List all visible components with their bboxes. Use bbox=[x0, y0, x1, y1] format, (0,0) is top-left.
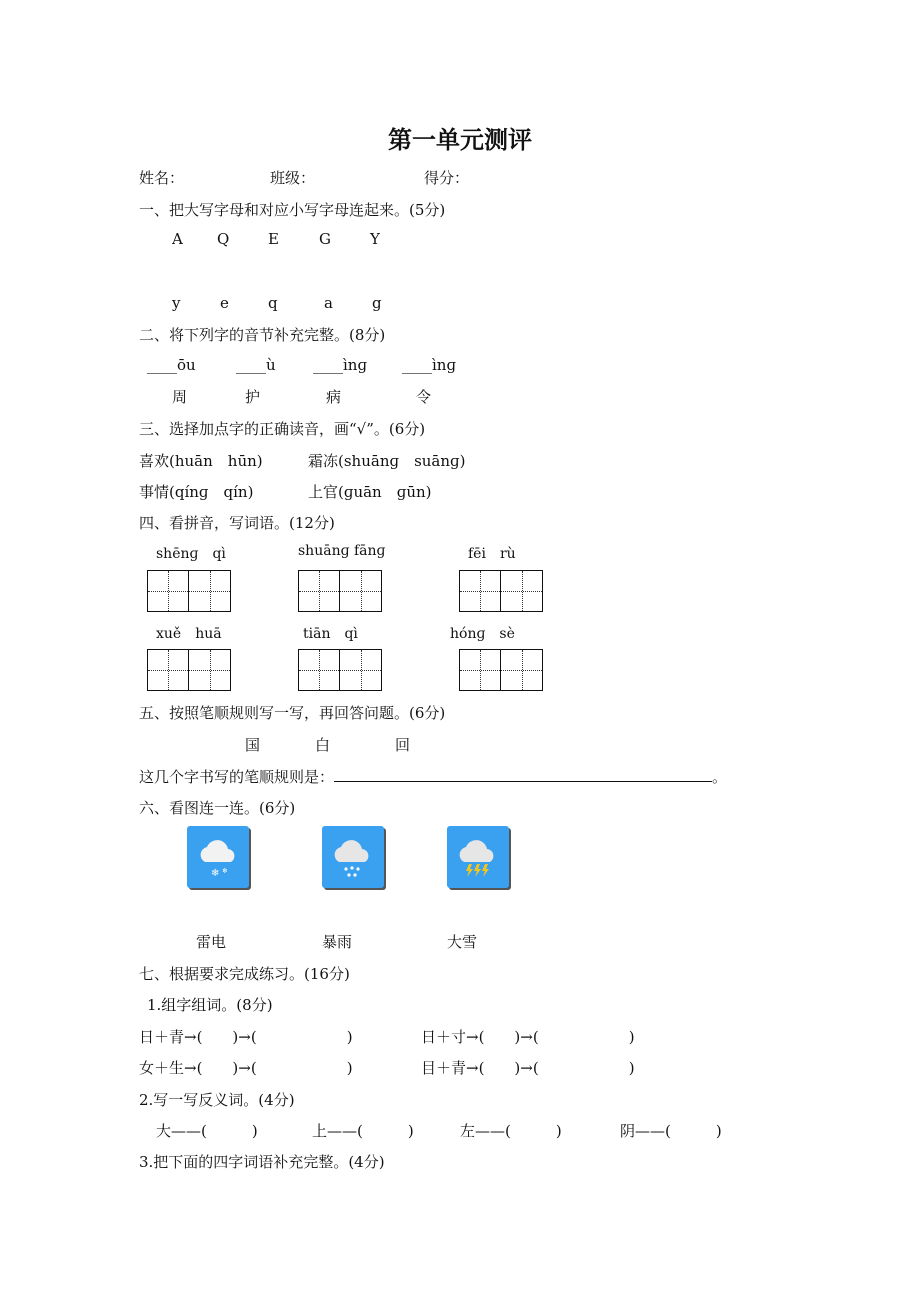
q3-prompt: 三、选择加点字的正确读音，画“√”。(6分) bbox=[139, 420, 426, 438]
compose-word-item[interactable]: 日＋寸→( )→( ) bbox=[421, 1028, 635, 1046]
stroke-rule-question: 这几个字书写的笔顺规则是： bbox=[139, 768, 335, 786]
pinyin-blank[interactable]: ____ù bbox=[236, 356, 276, 374]
reading-choice[interactable]: 喜欢(huān hūn) bbox=[139, 452, 263, 470]
writing-grid[interactable] bbox=[147, 649, 231, 691]
lower-letter[interactable]: g bbox=[372, 294, 382, 312]
period: 。 bbox=[712, 768, 728, 786]
answer-line[interactable] bbox=[334, 767, 712, 782]
name-label: 姓名： bbox=[139, 169, 185, 187]
class-label: 班级： bbox=[270, 169, 316, 187]
hanzi: 回 bbox=[395, 736, 411, 754]
upper-letter[interactable]: G bbox=[319, 230, 331, 248]
q7-prompt: 七、根据要求完成练习。(16分) bbox=[139, 965, 350, 983]
reading-choice[interactable]: 事情(qínɡ qín) bbox=[139, 483, 254, 501]
pinyin-word: tiān qì bbox=[303, 626, 358, 642]
antonym-item[interactable]: 左——( ) bbox=[460, 1122, 562, 1140]
pinyin-blank[interactable]: ____ìnɡ bbox=[313, 356, 368, 374]
antonym-item[interactable]: 上——( ) bbox=[312, 1122, 414, 1140]
q1-prompt: 一、把大写字母和对应小写字母连起来。(5分) bbox=[139, 201, 446, 219]
compose-word-item[interactable]: 日＋青→( )→( ) bbox=[139, 1028, 353, 1046]
lower-letter[interactable]: y bbox=[172, 294, 181, 312]
snow-cloud-icon[interactable] bbox=[187, 826, 249, 888]
hanzi: 护 bbox=[245, 388, 261, 406]
pinyin-word: shēnɡ qì bbox=[156, 546, 226, 562]
lower-letter[interactable]: e bbox=[220, 294, 229, 312]
hanzi: 白 bbox=[315, 736, 331, 754]
stroke-rule-line bbox=[139, 766, 727, 787]
q6-prompt: 六、看图连一连。(6分) bbox=[139, 799, 296, 817]
pinyin-word: hónɡ sè bbox=[450, 626, 515, 642]
q7-sub3-prompt: 3.把下面的四字词语补充完整。(4分) bbox=[139, 1153, 385, 1171]
compose-word-item[interactable]: 女＋生→( )→( ) bbox=[139, 1059, 353, 1077]
hanzi: 令 bbox=[416, 388, 432, 406]
upper-letter[interactable]: Y bbox=[370, 230, 380, 248]
writing-grid[interactable] bbox=[459, 570, 543, 612]
page-title: 第一单元测评 bbox=[388, 125, 532, 154]
antonym-item[interactable]: 阴——( ) bbox=[620, 1122, 722, 1140]
upper-letter[interactable]: Q bbox=[217, 230, 230, 248]
pinyin-word: fēi rù bbox=[468, 546, 516, 562]
writing-grid[interactable] bbox=[147, 570, 231, 612]
pinyin-word: shuānɡ fānɡ bbox=[298, 543, 386, 559]
compose-word-item[interactable]: 目＋青→( )→( ) bbox=[421, 1059, 635, 1077]
hanzi: 周 bbox=[172, 388, 188, 406]
reading-choice[interactable]: 霜冻(shuānɡ suānɡ) bbox=[308, 452, 466, 470]
upper-letter[interactable]: E bbox=[268, 230, 279, 248]
rain-cloud-icon[interactable] bbox=[322, 826, 384, 888]
weather-label[interactable]: 暴雨 bbox=[322, 933, 353, 951]
svg-text:❄: ❄ bbox=[222, 867, 228, 875]
reading-choice[interactable]: 上官(ɡuān ɡūn) bbox=[308, 483, 432, 501]
q5-prompt: 五、按照笔顺规则写一写，再回答问题。(6分) bbox=[139, 704, 446, 722]
antonym-item[interactable]: 大——( ) bbox=[156, 1122, 258, 1140]
thunder-cloud-icon[interactable] bbox=[447, 826, 509, 888]
hanzi: 国 bbox=[245, 736, 261, 754]
svg-text:❄: ❄ bbox=[211, 868, 220, 879]
lower-letter[interactable]: q bbox=[268, 294, 278, 312]
q7-sub1-prompt: 1.组字组词。(8分) bbox=[147, 996, 273, 1014]
score-label: 得分： bbox=[424, 169, 470, 187]
lower-letter[interactable]: a bbox=[324, 294, 333, 312]
hanzi: 病 bbox=[326, 388, 342, 406]
pinyin-word: xuě huā bbox=[156, 626, 222, 642]
q4-prompt: 四、看拼音，写词语。(12分) bbox=[139, 514, 335, 532]
pinyin-blank[interactable]: ____ōu bbox=[147, 356, 196, 374]
weather-label[interactable]: 雷电 bbox=[196, 933, 227, 951]
q7-sub2-prompt: 2.写一写反义词。(4分) bbox=[139, 1091, 295, 1109]
writing-grid[interactable] bbox=[298, 649, 382, 691]
weather-label[interactable]: 大雪 bbox=[447, 933, 478, 951]
upper-letter[interactable]: A bbox=[172, 230, 183, 248]
pinyin-blank[interactable]: ____ìnɡ bbox=[402, 356, 457, 374]
q2-prompt: 二、将下列字的音节补充完整。(8分) bbox=[139, 326, 386, 344]
writing-grid[interactable] bbox=[298, 570, 382, 612]
writing-grid[interactable] bbox=[459, 649, 543, 691]
